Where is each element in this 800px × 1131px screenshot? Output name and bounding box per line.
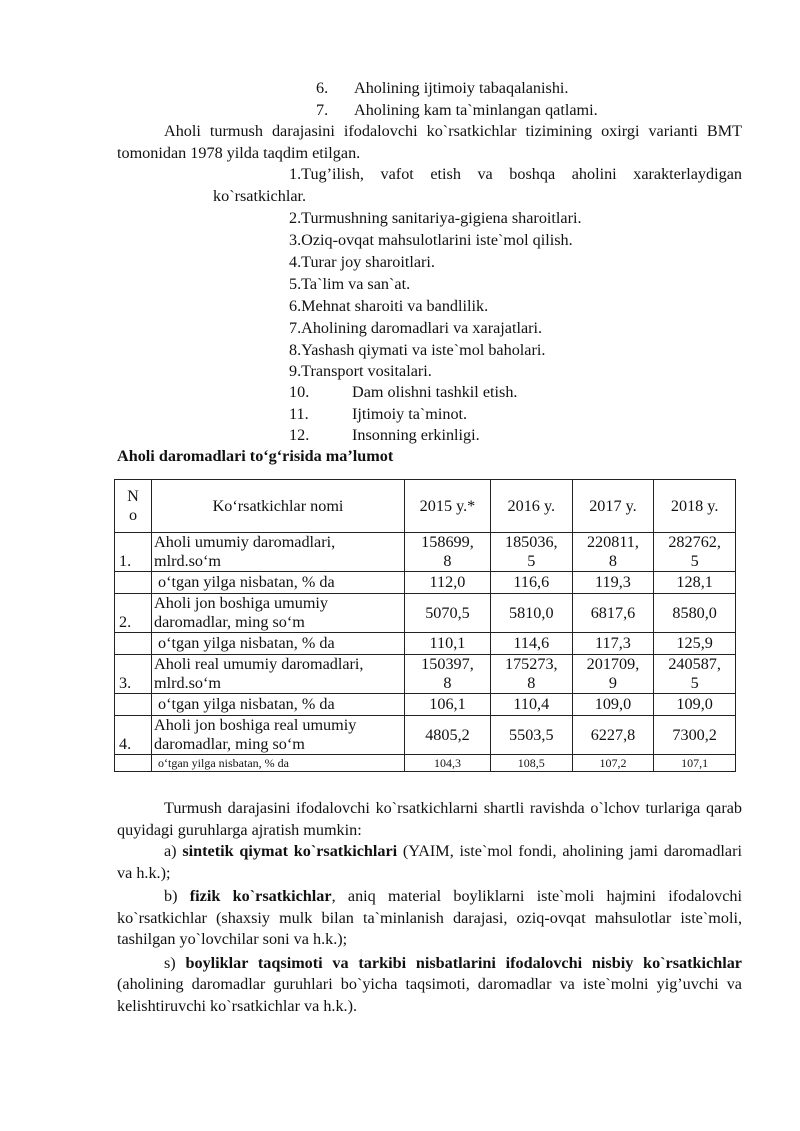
indicator-name: Aholi jon boshiga umumiy daromadlar, ming so‘m (152, 594, 405, 633)
header-no (115, 480, 152, 533)
subrow-label: o‘tgan yilga nisbatan, % da (152, 755, 405, 772)
list-number: 10. (289, 383, 310, 401)
percent-cell: 104,3 (405, 755, 491, 772)
table-subrow (115, 694, 736, 716)
indicator-name: Aholi umumiy daromadlari, mlrd.so‘m (152, 533, 405, 572)
list-item: 4.Turar joy sharoitlari. (289, 253, 435, 271)
value-cell: 158699, 8 (405, 533, 491, 572)
row-number: 2. (115, 594, 152, 633)
table-header-row (115, 480, 736, 533)
table-row (115, 716, 736, 755)
empty-cell (115, 755, 152, 772)
list-text: Aholining kam ta`minlangan qatlami. (354, 101, 598, 119)
list-number: 12. (289, 426, 310, 444)
percent-cell: 119,3 (572, 572, 654, 594)
row-number: 1. (115, 533, 152, 572)
list-text: Ijtimoiy ta`minot. (352, 405, 468, 423)
value-cell: 240587, 5 (654, 655, 736, 694)
groups-intro: Turmush darajasini ifodalovchi ko`rsatkichlarni shartli ravishda o`lchov turlariga qarab quyidagi guruhlarga ajratish mumkin: (117, 799, 742, 839)
table-subrow (115, 572, 736, 594)
group-a: a) sintetik qiymat ko`rsatkichlari (YAIM, iste`mol fondi, aholining jami daromadlari va h.k.); (117, 842, 742, 882)
indicator-name: Aholi jon boshiga real umumiy daromadlar, ming so‘m (152, 716, 405, 755)
percent-cell: 108,5 (490, 755, 572, 772)
list-item: 8.Yashash qiymati va iste`mol baholari. (289, 341, 546, 359)
value-cell: 185036, 5 (490, 533, 572, 572)
value-cell: 6227,8 (572, 716, 654, 755)
list-item: 5.Ta`lim va san`at. (289, 275, 411, 293)
list-item: 9.Transport vositalari. (289, 362, 432, 380)
bmt-item-1: 1.Tug’ilish, vafot etish va boshqa aholini xarakterlaydigan (289, 165, 742, 183)
percent-cell: 117,3 (572, 633, 654, 655)
table-subrow (115, 755, 736, 772)
list-number: 6. (316, 79, 329, 97)
value-cell: 6817,6 (572, 594, 654, 633)
table-title: Aholi daromadlari to‘g‘risida ma’lumot (117, 447, 394, 465)
list-text: Dam olishni tashkil etish. (352, 383, 518, 401)
subrow-label: o‘tgan yilga nisbatan, % da (152, 633, 405, 655)
row-number: 4. (115, 716, 152, 755)
percent-cell: 110,4 (490, 694, 572, 716)
value-cell: 220811, 8 (572, 533, 654, 572)
percent-cell: 109,0 (572, 694, 654, 716)
header-year: 2018 y. (654, 480, 736, 533)
group-b: b) fizik ko`rsatkichlar, aniq material boyliklarni iste`moli hajmini ifodalovchi ko`rsatkichlar (shaxsiy mulk bilan ta`minlanish darajasi, oziq-ovqat mahsulotlar iste`moli, tashilgan yo`lovchilar soni va h.k.); (117, 887, 742, 948)
header-year: 2015 y.* (405, 480, 491, 533)
list-number: 11. (289, 405, 309, 423)
bmt-item-1-cont: ko`rsatkichlar. (213, 187, 307, 205)
table-row (115, 655, 736, 694)
percent-cell: 107,2 (572, 755, 654, 772)
percent-cell: 109,0 (654, 694, 736, 716)
list-item: 2.Turmushning sanitariya-gigiena sharoitlari. (289, 209, 582, 227)
list-item: 3.Oziq-ovqat mahsulotlarini iste`mol qilish. (289, 231, 573, 249)
value-cell: 201709, 9 (572, 655, 654, 694)
list-item (289, 425, 480, 445)
value-cell: 5810,0 (490, 594, 572, 633)
empty-cell (115, 572, 152, 594)
groups-section (117, 798, 742, 1017)
percent-cell: 112,0 (405, 572, 491, 594)
table-row (115, 594, 736, 633)
value-cell: 150397, 8 (405, 655, 491, 694)
percent-cell: 116,6 (490, 572, 572, 594)
percent-cell: 128,1 (654, 572, 736, 594)
row-number: 3. (115, 655, 152, 694)
header-name: Ko‘rsatkichlar nomi (152, 480, 405, 533)
value-cell: 8580,0 (654, 594, 736, 633)
list-text: Insonning erkinligi. (352, 426, 480, 444)
percent-cell: 106,1 (405, 694, 491, 716)
list-item (289, 382, 517, 402)
list-item: 6.Mehnat sharoiti va bandlilik. (289, 297, 489, 315)
list-item: 7.Aholining daromadlari va xarajatlari. (289, 319, 543, 337)
header-no-text: N o (127, 487, 139, 524)
indicator-name: Aholi real umumiy daromadlari, mlrd.so‘m (152, 655, 405, 694)
intro-paragraph: Aholi turmush darajasini ifodalovchi ko`rsatkichlar tizimining oxirgi varianti BMT tomonidan 1978 yilda taqdim etilgan. (117, 122, 742, 162)
header-year: 2016 y. (490, 480, 572, 533)
list-item (289, 404, 467, 424)
income-table (114, 479, 736, 772)
percent-cell: 125,9 (654, 633, 736, 655)
list-number: 7. (316, 101, 329, 119)
subrow-label: o‘tgan yilga nisbatan, % da (152, 694, 405, 716)
value-cell: 175273, 8 (490, 655, 572, 694)
group-c: s) boyliklar taqsimoti va tarkibi nisbatlarini ifodalovchi nisbiy ko`rsatkichlar (aholining daromadlar guruhlari bo`yicha taqsimoti, daromadlar va iste`molni yig’uvchi va kelishtiruvchi ko`rsatkichlar va h.k.). (117, 953, 742, 1015)
percent-cell: 114,6 (490, 633, 572, 655)
list-item (316, 78, 568, 98)
value-cell: 282762, 5 (654, 533, 736, 572)
value-cell: 7300,2 (654, 716, 736, 755)
list-item (316, 100, 598, 120)
empty-cell (115, 694, 152, 716)
percent-cell: 110,1 (405, 633, 491, 655)
list-text: Aholining ijtimoiy tabaqalanishi. (354, 79, 569, 97)
value-cell: 4805,2 (405, 716, 491, 755)
value-cell: 5503,5 (490, 716, 572, 755)
empty-cell (115, 633, 152, 655)
subrow-label: o‘tgan yilga nisbatan, % da (152, 572, 405, 594)
percent-cell: 107,1 (654, 755, 736, 772)
table-subrow (115, 633, 736, 655)
value-cell: 5070,5 (405, 594, 491, 633)
header-year: 2017 y. (572, 480, 654, 533)
table-row (115, 533, 736, 572)
